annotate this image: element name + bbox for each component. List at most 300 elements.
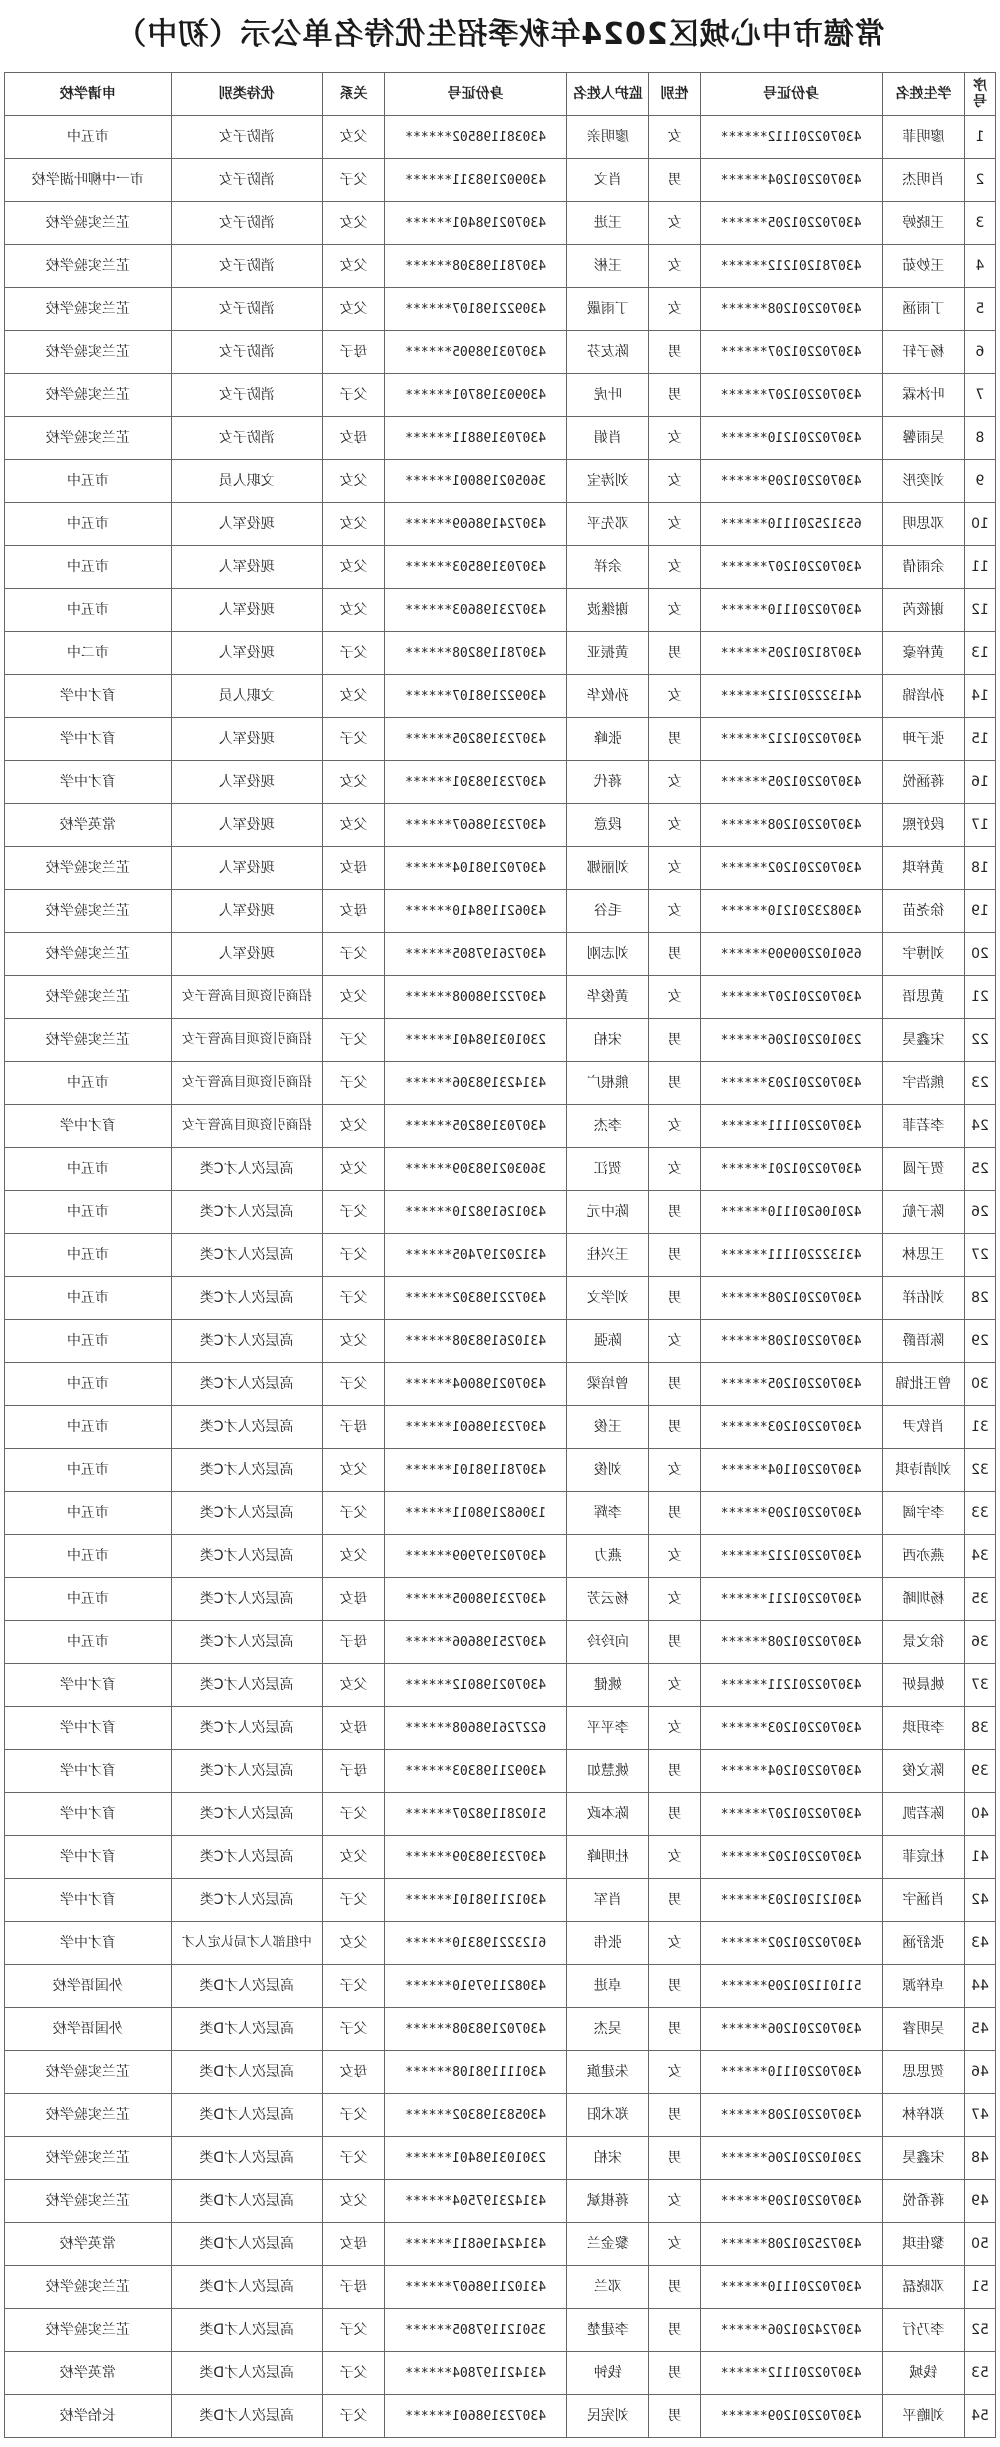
cell-gender: 女 xyxy=(649,2051,700,2094)
cell-guardian-id: 510281198207****** xyxy=(385,1793,567,1836)
cell-category: 现役军人 xyxy=(171,804,322,847)
cell-index: 34 xyxy=(964,1535,995,1578)
cell-guardian-name: 李平平 xyxy=(567,1707,649,1750)
cell-gender: 女 xyxy=(649,503,700,546)
table-row xyxy=(5,1836,996,1879)
cell-gender: 女 xyxy=(649,675,700,718)
cell-guardian-name: 杜明峰 xyxy=(567,1836,649,1879)
cell-index: 22 xyxy=(964,1019,995,1062)
cell-category: 消防子女 xyxy=(171,202,322,245)
cell-index: 51 xyxy=(964,2266,995,2309)
cell-student-name: 陈语爵 xyxy=(882,1320,964,1363)
cell-category: 高层次人才D类 xyxy=(171,2266,322,2309)
cell-index: 31 xyxy=(964,1406,995,1449)
cell-guardian-id: 431026198308****** xyxy=(385,1320,567,1363)
cell-student-id: 650102200909****** xyxy=(700,933,882,976)
cell-category: 消防子女 xyxy=(171,245,322,288)
cell-gender: 男 xyxy=(649,632,700,675)
table-row xyxy=(5,1965,996,2008)
cell-student-id: 430702201204****** xyxy=(700,159,882,202)
cell-index: 14 xyxy=(964,675,995,718)
cell-student-id: 511011201209****** xyxy=(700,1965,882,2008)
cell-category: 现役军人 xyxy=(171,546,322,589)
cell-relation: 父女 xyxy=(322,804,384,847)
cell-school: 育才中学 xyxy=(5,1707,172,1750)
cell-guardian-name: 李杰 xyxy=(567,1105,649,1148)
cell-relation: 父女 xyxy=(322,2180,384,2223)
cell-index: 37 xyxy=(964,1664,995,1707)
cell-index: 29 xyxy=(964,1320,995,1363)
cell-guardian-name: 张峰 xyxy=(567,718,649,761)
cell-school: 育才中学 xyxy=(5,1922,172,1965)
table-row xyxy=(5,1105,996,1148)
cell-guardian-name: 陈中元 xyxy=(567,1191,649,1234)
cell-guardian-id: 430922198107****** xyxy=(385,288,567,331)
cell-guardian-name: 李辉 xyxy=(567,1492,649,1535)
table-row xyxy=(5,1406,996,1449)
table-row xyxy=(5,761,996,804)
cell-category: 高层次人才C类 xyxy=(171,1320,322,1363)
cell-school: 市五中 xyxy=(5,1148,172,1191)
cell-index: 12 xyxy=(964,589,995,632)
cell-guardian-id: 612322198310****** xyxy=(385,1922,567,1965)
cell-guardian-name: 肖军 xyxy=(567,1879,649,1922)
cell-gender: 男 xyxy=(649,1406,700,1449)
table-row xyxy=(5,2395,996,2438)
cell-guardian-id: 430781198308****** xyxy=(385,245,567,288)
cell-index: 15 xyxy=(964,718,995,761)
cell-guardian-id: 622726198608****** xyxy=(385,1707,567,1750)
cell-gender: 女 xyxy=(649,847,700,890)
cell-student-name: 吴雨馨 xyxy=(882,417,964,460)
cell-category: 高层次人才C类 xyxy=(171,1449,322,1492)
cell-index: 2 xyxy=(964,159,995,202)
cell-student-id: 430781201205****** xyxy=(700,632,882,675)
cell-guardian-id: 430121198101****** xyxy=(385,1879,567,1922)
cell-index: 9 xyxy=(964,460,995,503)
cell-student-name: 曾王批锦 xyxy=(882,1363,964,1406)
cell-student-id: 430702201208****** xyxy=(700,804,882,847)
cell-index: 25 xyxy=(964,1148,995,1191)
cell-category: 高层次人才D类 xyxy=(171,2352,322,2395)
cell-gender: 男 xyxy=(649,1277,700,1320)
cell-gender: 男 xyxy=(649,718,700,761)
cell-guardian-name: 刘宪民 xyxy=(567,2395,649,2438)
cell-student-id: 430702201207****** xyxy=(700,374,882,417)
cell-index: 54 xyxy=(964,2395,995,2438)
cell-guardian-id: 430702198308****** xyxy=(385,2008,567,2051)
cell-school: 市五中 xyxy=(5,546,172,589)
cell-category: 中组部人才局认定人才 xyxy=(171,1922,322,1965)
cell-relation: 父子 xyxy=(322,374,384,417)
cell-guardian-name: 王俊 xyxy=(567,1406,649,1449)
cell-student-id: 430702201211****** xyxy=(700,1664,882,1707)
cell-gender: 男 xyxy=(649,1019,700,1062)
cell-relation: 父女 xyxy=(322,546,384,589)
cell-gender: 女 xyxy=(649,804,700,847)
table-row xyxy=(5,1707,996,1750)
table-row xyxy=(5,933,996,976)
cell-index: 20 xyxy=(964,933,995,976)
cell-category: 消防子女 xyxy=(171,159,322,202)
cell-student-name: 张子珅 xyxy=(882,718,964,761)
cell-guardian-id: 130682198011****** xyxy=(385,1492,567,1535)
cell-index: 26 xyxy=(964,1191,995,1234)
cell-school: 市五中 xyxy=(5,1492,172,1535)
cell-category: 高层次人才C类 xyxy=(171,1578,322,1621)
cell-relation: 父子 xyxy=(322,718,384,761)
cell-guardian-id: 430702198004****** xyxy=(385,1363,567,1406)
table-row xyxy=(5,1664,996,1707)
cell-category: 高层次人才C类 xyxy=(171,1793,322,1836)
cell-guardian-id: 430621198410****** xyxy=(385,890,567,933)
cell-guardian-id: 430724198609****** xyxy=(385,503,567,546)
cell-index: 8 xyxy=(964,417,995,460)
cell-guardian-id: 430703198811****** xyxy=(385,417,567,460)
cell-gender: 男 xyxy=(649,933,700,976)
cell-index: 19 xyxy=(964,890,995,933)
cell-relation: 母子 xyxy=(322,1621,384,1664)
cell-index: 35 xyxy=(964,1578,995,1621)
cell-guardian-id: 430781198101****** xyxy=(385,1449,567,1492)
cell-gender: 女 xyxy=(649,245,700,288)
cell-guardian-id: 430723198601****** xyxy=(385,1406,567,1449)
cell-guardian-id: 430722198302****** xyxy=(385,1277,567,1320)
cell-guardian-id: 360502198001****** xyxy=(385,460,567,503)
cell-student-name: 贺思思 xyxy=(882,2051,964,2094)
cell-relation: 父子 xyxy=(322,933,384,976)
cell-gender: 女 xyxy=(649,2180,700,2223)
cell-school: 育才中学 xyxy=(5,1664,172,1707)
cell-guardian-name: 蒋棋斌 xyxy=(567,2180,649,2223)
table-row xyxy=(5,116,996,159)
cell-guardian-name: 刘丽娜 xyxy=(567,847,649,890)
cell-category: 现役军人 xyxy=(171,847,322,890)
cell-school: 育才中学 xyxy=(5,675,172,718)
cell-category: 高层次人才D类 xyxy=(171,2395,322,2438)
cell-category: 高层次人才D类 xyxy=(171,2223,322,2266)
cell-category: 高层次人才C类 xyxy=(171,1879,322,1922)
cell-guardian-name: 丁雨嚴 xyxy=(567,288,649,331)
cell-school: 市二中 xyxy=(5,632,172,675)
cell-guardian-name: 刘志刚 xyxy=(567,933,649,976)
cell-guardian-name: 贺江 xyxy=(567,1148,649,1191)
cell-guardian-name: 段意 xyxy=(567,804,649,847)
cell-guardian-name: 王兴柱 xyxy=(567,1234,649,1277)
table-body xyxy=(5,116,996,2438)
cell-guardian-id: 430702197909****** xyxy=(385,1535,567,1578)
cell-gender: 女 xyxy=(649,589,700,632)
cell-school: 育才中学 xyxy=(5,1836,172,1879)
cell-index: 17 xyxy=(964,804,995,847)
cell-relation: 父女 xyxy=(322,460,384,503)
table-row xyxy=(5,1277,996,1320)
table-row xyxy=(5,589,996,632)
cell-student-id: 430702201202****** xyxy=(700,1836,882,1879)
cell-guardian-id: 430821197910****** xyxy=(385,1965,567,2008)
cell-student-name: 段妤熙 xyxy=(882,804,964,847)
cell-index: 6 xyxy=(964,331,995,374)
cell-school: 外国语学校 xyxy=(5,2008,172,2051)
cell-gender: 男 xyxy=(649,1879,700,1922)
table-row xyxy=(5,1148,996,1191)
cell-guardian-name: 熊根广 xyxy=(567,1062,649,1105)
cell-school: 芷兰实验学校 xyxy=(5,2266,172,2309)
cell-school: 育才中学 xyxy=(5,718,172,761)
cell-category: 高层次人才C类 xyxy=(171,1492,322,1535)
cell-student-name: 宋鑫昊 xyxy=(882,1019,964,1062)
cell-guardian-name: 王彬 xyxy=(567,245,649,288)
cell-category: 消防子女 xyxy=(171,116,322,159)
cell-category: 现役军人 xyxy=(171,503,322,546)
cell-gender: 女 xyxy=(649,546,700,589)
cell-student-id: 430702201203****** xyxy=(700,1062,882,1105)
cell-index: 38 xyxy=(964,1707,995,1750)
cell-guardian-name: 孙攸华 xyxy=(567,675,649,718)
cell-guardian-name: 钱钟 xyxy=(567,2352,649,2395)
cell-gender: 男 xyxy=(649,1191,700,1234)
cell-guardian-name: 邓兰 xyxy=(567,2266,649,2309)
table-row xyxy=(5,1750,996,1793)
cell-guardian-id: 431202197405****** xyxy=(385,1234,567,1277)
cell-student-id: 430702201204****** xyxy=(700,1750,882,1793)
table-row xyxy=(5,847,996,890)
cell-category: 高层次人才C类 xyxy=(171,1707,322,1750)
table-row xyxy=(5,1019,996,1062)
cell-school: 市五中 xyxy=(5,589,172,632)
cell-school: 市五中 xyxy=(5,1277,172,1320)
cell-gender: 女 xyxy=(649,890,700,933)
cell-guardian-id: 430111198108****** xyxy=(385,2051,567,2094)
cell-guardian-name: 陈友芬 xyxy=(567,331,649,374)
cell-gender: 男 xyxy=(649,2395,700,2438)
cell-relation: 父子 xyxy=(322,2137,384,2180)
cell-relation: 父子 xyxy=(322,1492,384,1535)
cell-guardian-name: 宋柏 xyxy=(567,1019,649,1062)
cell-gender: 男 xyxy=(649,1363,700,1406)
cell-student-name: 徐文景 xyxy=(882,1621,964,1664)
cell-guardian-name: 姚慧如 xyxy=(567,1750,649,1793)
cell-guardian-id: 430723198601****** xyxy=(385,2395,567,2438)
cell-relation: 父子 xyxy=(322,1191,384,1234)
cell-guardian-id: 430722198008****** xyxy=(385,976,567,1019)
cell-index: 36 xyxy=(964,1621,995,1664)
cell-category: 高层次人才C类 xyxy=(171,1148,322,1191)
cell-category: 高层次人才D类 xyxy=(171,2008,322,2051)
cell-student-id: 430702201209****** xyxy=(700,1492,882,1535)
cell-student-name: 杜宸菲 xyxy=(882,1836,964,1879)
cell-student-name: 刘靖诗琪 xyxy=(882,1449,964,1492)
header-cell: 学生姓名 xyxy=(882,73,964,116)
cell-gender: 女 xyxy=(649,1578,700,1621)
cell-guardian-name: 黄俊华 xyxy=(567,976,649,1019)
cell-guardian-name: 毛谷 xyxy=(567,890,649,933)
cell-gender: 女 xyxy=(649,1320,700,1363)
cell-category: 消防子女 xyxy=(171,331,322,374)
cell-category: 招商引资项目高管子女 xyxy=(171,976,322,1019)
cell-school: 市五中 xyxy=(5,1191,172,1234)
cell-school: 市五中 xyxy=(5,116,172,159)
cell-gender: 男 xyxy=(649,1965,700,2008)
cell-student-name: 肖钦尹 xyxy=(882,1406,964,1449)
cell-student-name: 吴明睿 xyxy=(882,2008,964,2051)
table-row xyxy=(5,632,996,675)
cell-guardian-id: 430381198502****** xyxy=(385,116,567,159)
cell-category: 现役军人 xyxy=(171,718,322,761)
cell-gender: 男 xyxy=(649,1062,700,1105)
cell-category: 招商引资项目高管子女 xyxy=(171,1019,322,1062)
cell-guardian-id: 431424196811****** xyxy=(385,2223,567,2266)
cell-index: 16 xyxy=(964,761,995,804)
cell-index: 11 xyxy=(964,546,995,589)
cell-student-id: 430702201202****** xyxy=(700,847,882,890)
cell-student-id: 430702201112****** xyxy=(700,116,882,159)
cell-relation: 父女 xyxy=(322,1105,384,1148)
cell-student-name: 王思林 xyxy=(882,1234,964,1277)
cell-student-name: 黄思语 xyxy=(882,976,964,1019)
cell-relation: 父子 xyxy=(322,2094,384,2137)
cell-student-name: 卓梓源 xyxy=(882,1965,964,2008)
header-cell: 性别 xyxy=(649,73,700,116)
cell-student-name: 谢筱芮 xyxy=(882,589,964,632)
cell-student-name: 李宇阔 xyxy=(882,1492,964,1535)
cell-student-id: 430702201208****** xyxy=(700,1277,882,1320)
cell-student-name: 余雨倩 xyxy=(882,546,964,589)
cell-school: 市五中 xyxy=(5,1449,172,1492)
cell-gender: 男 xyxy=(649,1492,700,1535)
cell-relation: 父女 xyxy=(322,976,384,1019)
cell-index: 18 xyxy=(964,847,995,890)
table-row xyxy=(5,460,996,503)
cell-school: 育才中学 xyxy=(5,1879,172,1922)
cell-student-id: 430702201203****** xyxy=(700,1406,882,1449)
table-row xyxy=(5,374,996,417)
table-row xyxy=(5,503,996,546)
roster-table xyxy=(4,72,996,2438)
cell-guardian-name: 蒋代 xyxy=(567,761,649,804)
cell-student-id: 430702201210****** xyxy=(700,417,882,460)
cell-category: 现役军人 xyxy=(171,761,322,804)
cell-guardian-name: 刘涛宝 xyxy=(567,460,649,503)
cell-student-name: 宋鑫昊 xyxy=(882,2137,964,2180)
cell-category: 高层次人才D类 xyxy=(171,2180,322,2223)
table-row xyxy=(5,2223,996,2266)
cell-relation: 父女 xyxy=(322,1664,384,1707)
table-row xyxy=(5,1535,996,1578)
cell-relation: 父女 xyxy=(322,1148,384,1191)
cell-guardian-name: 向玲玲 xyxy=(567,1621,649,1664)
cell-relation: 父女 xyxy=(322,202,384,245)
header-cell: 优待类别 xyxy=(171,73,322,116)
cell-gender: 女 xyxy=(649,1664,700,1707)
cell-student-name: 钱城 xyxy=(882,2352,964,2395)
cell-gender: 女 xyxy=(649,2223,700,2266)
cell-relation: 父女 xyxy=(322,503,384,546)
cell-student-id: 430702201205****** xyxy=(700,761,882,804)
cell-guardian-name: 余祥 xyxy=(567,546,649,589)
table-row xyxy=(5,1191,996,1234)
cell-guardian-id: 430781198208****** xyxy=(385,632,567,675)
cell-student-id: 430702201205****** xyxy=(700,202,882,245)
cell-guardian-name: 郑术阳 xyxy=(567,2094,649,2137)
cell-school: 芷兰实验学校 xyxy=(5,847,172,890)
cell-guardian-name: 刘学文 xyxy=(567,1277,649,1320)
cell-guardian-id: 430726197805****** xyxy=(385,933,567,976)
cell-category: 现役军人 xyxy=(171,933,322,976)
table-row xyxy=(5,2352,996,2395)
table-row xyxy=(5,2180,996,2223)
cell-school: 育才中学 xyxy=(5,1750,172,1793)
cell-school: 芷兰实验学校 xyxy=(5,933,172,976)
table-row xyxy=(5,675,996,718)
cell-gender: 男 xyxy=(649,1234,700,1277)
cell-gender: 男 xyxy=(649,1621,700,1664)
table-row xyxy=(5,1492,996,1535)
cell-school: 市五中 xyxy=(5,1062,172,1105)
cell-student-name: 王晓婷 xyxy=(882,202,964,245)
cell-guardian-id: 430725198606****** xyxy=(385,1621,567,1664)
cell-guardian-name: 曾培梁 xyxy=(567,1363,649,1406)
cell-index: 49 xyxy=(964,2180,995,2223)
cell-category: 文职人员 xyxy=(171,460,322,503)
cell-category: 高层次人才C类 xyxy=(171,1836,322,1879)
cell-relation: 母子 xyxy=(322,1750,384,1793)
cell-guardian-id: 430723198205****** xyxy=(385,718,567,761)
cell-student-id: 430702201207****** xyxy=(700,546,882,589)
cell-index: 50 xyxy=(964,2223,995,2266)
cell-school: 市五中 xyxy=(5,1363,172,1406)
header-cell: 身份证号 xyxy=(385,73,567,116)
cell-category: 现役军人 xyxy=(171,890,322,933)
header-cell: 序号 xyxy=(964,73,995,116)
cell-student-name: 丁雨涵 xyxy=(882,288,964,331)
cell-relation: 父女 xyxy=(322,675,384,718)
cell-index: 21 xyxy=(964,976,995,1019)
cell-relation: 父女 xyxy=(322,761,384,804)
cell-school: 市五中 xyxy=(5,460,172,503)
cell-guardian-id: 230103198401****** xyxy=(385,2137,567,2180)
cell-guardian-id: 430921198303****** xyxy=(385,1750,567,1793)
cell-gender: 女 xyxy=(649,202,700,245)
header-row xyxy=(5,73,996,116)
cell-guardian-name: 朱建旗 xyxy=(567,2051,649,2094)
cell-category: 招商引资项目高管子女 xyxy=(171,1062,322,1105)
cell-relation: 父子 xyxy=(322,2352,384,2395)
cell-school: 芷兰实验学校 xyxy=(5,2309,172,2352)
header-cell: 关系 xyxy=(322,73,384,116)
cell-relation: 母子 xyxy=(322,1406,384,1449)
cell-gender: 女 xyxy=(649,761,700,804)
cell-student-id: 430781201212****** xyxy=(700,245,882,288)
cell-category: 高层次人才D类 xyxy=(171,2309,322,2352)
cell-gender: 女 xyxy=(649,976,700,1019)
cell-school: 市一中柳叶湖学校 xyxy=(5,159,172,202)
cell-guardian-id: 430703198205****** xyxy=(385,1105,567,1148)
cell-index: 28 xyxy=(964,1277,995,1320)
cell-student-name: 黄梓琪 xyxy=(882,847,964,890)
table-row xyxy=(5,1062,996,1105)
cell-relation: 父子 xyxy=(322,1793,384,1836)
table-row xyxy=(5,2008,996,2051)
cell-index: 27 xyxy=(964,1234,995,1277)
cell-student-id: 430724201206****** xyxy=(700,2309,882,2352)
cell-gender: 女 xyxy=(649,1535,700,1578)
cell-index: 23 xyxy=(964,1062,995,1105)
cell-guardian-name: 王进 xyxy=(567,202,649,245)
cell-school: 芷兰实验学校 xyxy=(5,2180,172,2223)
cell-category: 高层次人才C类 xyxy=(171,1191,322,1234)
cell-guardian-id: 430583198302****** xyxy=(385,2094,567,2137)
